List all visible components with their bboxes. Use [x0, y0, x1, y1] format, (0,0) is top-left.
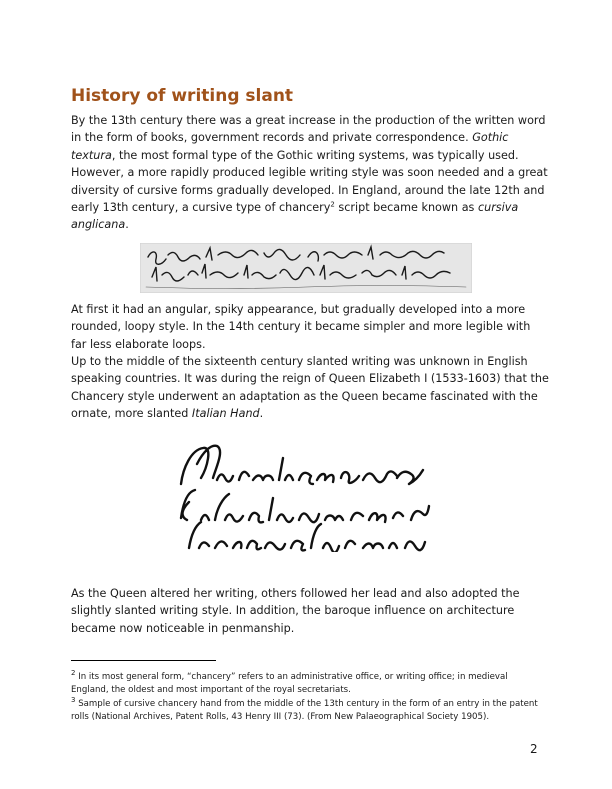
italian-hand-script-sample-image — [175, 440, 440, 552]
term-cursiva-anglicana: cursiva anglicana — [71, 201, 519, 232]
section-heading: History of writing slant — [71, 86, 294, 106]
footnote-3: $^3$ Sample of cursive chancery hand from the middle of the 13th century in the form of an entry in the patent rolls (National Archives, Patent Rolls, 43 Henry III (73). (From New Palaeographical Society 1905). — [71, 696, 538, 722]
term-gothic-textura: Gothic textura — [71, 131, 509, 162]
chancery-script-sample-image — [140, 243, 472, 293]
term-italian-hand: Italian Hand — [191, 407, 260, 421]
page-number: 2 — [530, 742, 538, 756]
paragraph-angular-spiky: At first it had an angular, spiky appearance, but gradually developed into a more rounded, loopy style. In the 14th century it became simpler and more legible with far less elaborate loops. — [71, 303, 531, 351]
footnote-2: $^2$ In its most general form, “chancery” refers to an administrative office, or writing office; in medieval England, the oldest and most important of the royal secretariats. — [71, 669, 508, 695]
paragraph-gothic-textura: By the 13th century there was a great increase in the production of the written word in the form of books, government records and private correspondence. Gothic textura, the most formal type of the Gothic writing systems, was typically used. However, a more rapidly produced legible writing style was soon needed and a great diversity of cursive forms gradually developed. In England, around the late 12th and early 13th century, a cursive type of chancery$^2$ script became known as cursiva anglicana. — [71, 114, 548, 232]
paragraph-sixteenth-century: Up to the middle of the sixteenth century slanted writing was unknown in English speaking countries. It was during the reign of Queen Elizabeth I (1533-1603) that the Chancery style underwent an adaptation as the Queen became fascinated with the ornate, more slanted Italian Hand. — [71, 355, 549, 421]
footnote-ref-2[interactable]: 2 — [330, 200, 335, 209]
footnote-separator — [71, 660, 216, 661]
paragraph-queen-altered: As the Queen altered her writing, others followed her lead and also adopted the slightly slanted writing style. In addition, the baroque influence on architecture became now noticeable in penmanship. — [71, 587, 520, 635]
